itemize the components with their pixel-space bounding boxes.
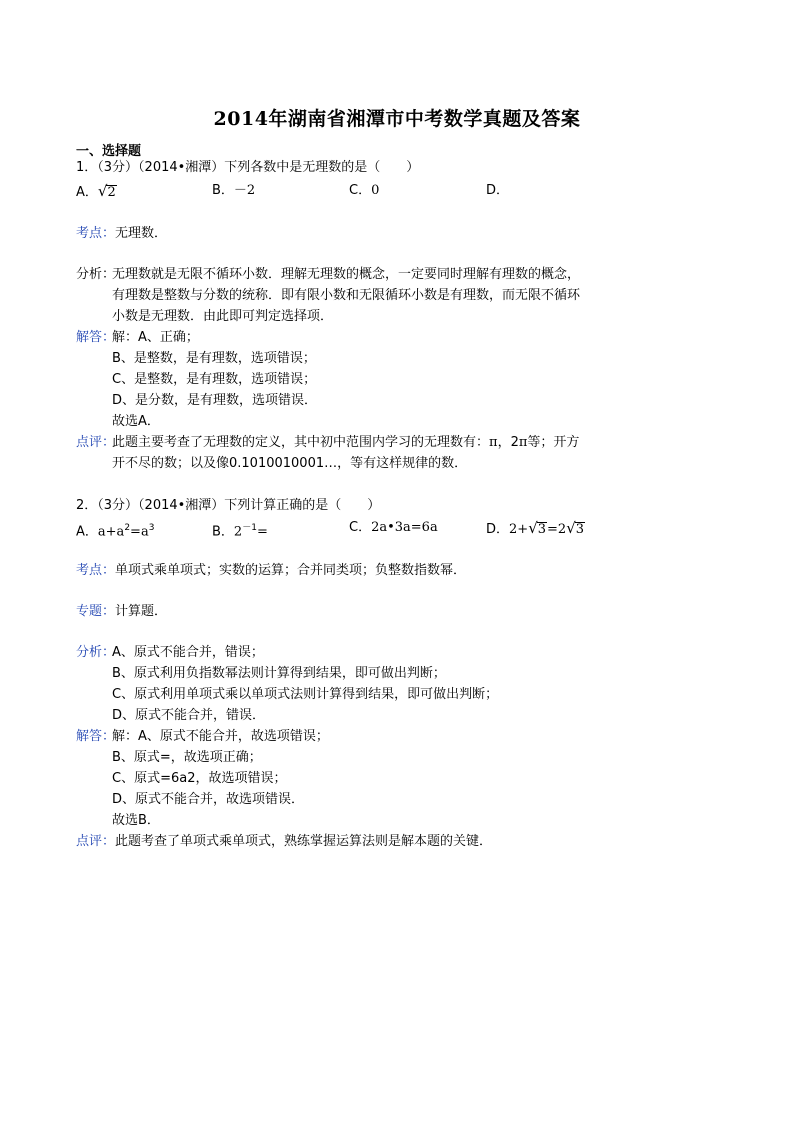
- q2-option-d-mid: =2: [547, 522, 567, 537]
- q1-option-b-label: B．: [212, 183, 234, 198]
- q1-jieda-line: D、是分数，是有理数，选项错误．: [112, 393, 318, 408]
- q2-option-c: [349, 518, 438, 538]
- q1-kaodian-text: 无理数．: [115, 226, 168, 241]
- q1-dianping-line-1: [112, 433, 579, 453]
- q1-option-a-radicand: 2: [107, 185, 116, 200]
- pi-symbol: π: [518, 435, 528, 450]
- q2-fenxi-label: 分析：: [76, 645, 116, 660]
- q1-jieda-line: 故选A．: [112, 414, 160, 429]
- q1-fenxi-line: 无理数就是无限不循环小数．理解无理数的概念，一定要同时理解有理数的概念，: [112, 267, 581, 282]
- q1-dianping-label: 点评：: [76, 435, 116, 450]
- q2-jieda-line: 故选B．: [112, 813, 160, 828]
- q1-option-b: [212, 181, 255, 201]
- q2-jieda-label: 解答：: [76, 729, 116, 744]
- q1-dianping-line-2: 开不尽的数；以及像0.1010010001…，等有这样规律的数．: [112, 456, 468, 471]
- q1-fenxi-label: 分析：: [76, 267, 116, 282]
- q1-option-b-value: －2: [233, 183, 256, 198]
- q2-dianping-label: 点评：: [76, 834, 116, 849]
- q1-option-c-value: 0: [371, 183, 380, 198]
- q2-fenxi-line: C、原式利用单项式乘以单项式法则计算得到结果，即可做出判断；: [112, 687, 499, 702]
- q2-option-d-label: D．: [486, 522, 510, 537]
- page-title: 2014年湖南省湘潭市中考数学真题及答案: [213, 108, 581, 130]
- q1-dianping-text-a: 此题主要考查了无理数的定义，其中初中范围内学习的无理数有：: [112, 435, 490, 450]
- pi-symbol: π: [489, 435, 498, 450]
- q2-option-b-tail: =: [256, 524, 268, 540]
- q1-option-d: [486, 181, 509, 201]
- q2-option-b-exp: －1: [242, 523, 257, 533]
- q2-kaodian-label: 考点：: [76, 563, 116, 578]
- q2-jieda-line: D、原式不能合并，故选项错误．: [112, 792, 305, 807]
- sqrt-icon: √: [97, 182, 108, 200]
- q2-zhuanti-label: 专题：: [76, 604, 116, 619]
- q2-option-c-label: C．: [349, 520, 372, 535]
- q2-option-d-radicand: 3: [537, 522, 547, 537]
- q2-option-a-text: a+a: [97, 524, 125, 540]
- q1-jieda-line: 解：A、正确；: [112, 330, 199, 345]
- q2-jieda-line: B、原式=，故选项正确；: [112, 750, 262, 765]
- q2-jieda-line: 解：A、原式不能合并，故选项错误；: [112, 729, 329, 744]
- q2-option-a-mid: =a: [130, 524, 149, 540]
- q1-fenxi-line: 有理数是整数与分数的统称．即有限小数和无限循环小数是有理数，而无限不循环: [112, 288, 581, 303]
- q2-option-b-base: 2: [233, 524, 243, 540]
- q1-option-c: [349, 181, 379, 201]
- q2-option-b: [212, 518, 268, 542]
- q1-fenxi-line: 小数是无理数．由此即可判定选择项．: [112, 309, 334, 324]
- q2-kaodian-text: 单项式乘单项式；实数的运算；合并同类项；负整数指数幂．: [115, 563, 467, 578]
- q2-option-a: [76, 518, 154, 542]
- q1-option-d-label: D．: [486, 183, 510, 198]
- sqrt-icon: √: [528, 519, 538, 537]
- q2-option-a-exp1: 2: [124, 523, 131, 533]
- q1-jieda-label: 解答：: [76, 330, 116, 345]
- q2-option-b-label: B．: [212, 524, 234, 540]
- q2-option-a-exp2: 3: [148, 523, 155, 533]
- q1-option-a-label: A．: [76, 185, 98, 200]
- q1-dianping-text-b: ，2: [497, 435, 519, 450]
- q2-zhuanti: [76, 602, 167, 622]
- sqrt-icon: √: [566, 519, 576, 537]
- q1-option-c-label: C．: [349, 183, 372, 198]
- q1-kaodian: [76, 224, 167, 244]
- q1-stem: 1．（3分）（2014•湘潭）下列各数中是无理数的是（ ）: [76, 160, 420, 175]
- q1-kaodian-label: 考点：: [76, 226, 116, 241]
- q1-dianping-text-c: 等；开方: [527, 435, 580, 450]
- q2-zhuanti-text: 计算题．: [115, 604, 168, 619]
- q2-dianping-text: 此题考查了单项式乘单项式，熟练掌握运算法则是解本题的关键．: [115, 834, 493, 849]
- q2-stem: 2．（3分）（2014•湘潭）下列计算正确的是（ ）: [76, 498, 381, 513]
- q1-jieda-line: C、是整数，是有理数，选项错误；: [112, 372, 317, 387]
- q2-kaodian: [76, 561, 466, 581]
- q1-option-a: [76, 181, 117, 203]
- q1-jieda-line: B、是整数，是有理数，选项错误；: [112, 351, 316, 366]
- q2-option-d-radicand: 3: [575, 522, 585, 537]
- q2-fenxi-line: D、原式不能合并，错误．: [112, 708, 266, 723]
- q2-option-a-label: A．: [76, 524, 98, 540]
- q2-option-d: [486, 518, 585, 540]
- q2-dianping: [76, 832, 492, 852]
- section-heading: 一、选择题: [76, 144, 142, 159]
- q2-jieda-line: C、原式=6a2，故选项错误；: [112, 771, 287, 786]
- q2-fenxi-line: B、原式利用负指数幂法则计算得到结果，即可做出判断；: [112, 666, 446, 681]
- q2-option-d-pre: 2+: [509, 522, 529, 537]
- q2-fenxi-line: A、原式不能合并，错误；: [112, 645, 264, 660]
- q2-option-c-value: 2a•3a=6a: [371, 520, 438, 535]
